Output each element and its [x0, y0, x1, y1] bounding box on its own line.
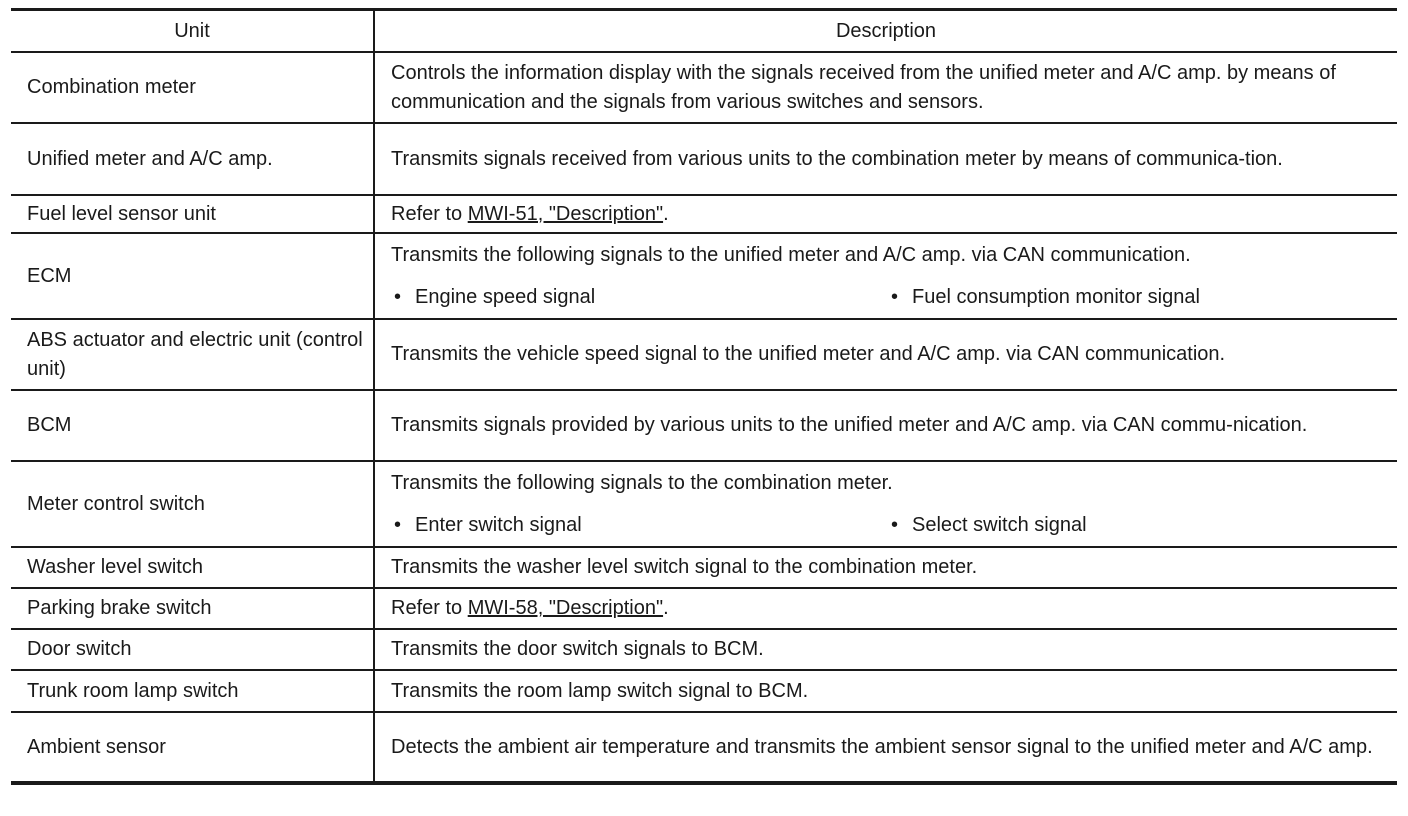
- unit-description-table: [11, 8, 1397, 785]
- bullet-list: [391, 511, 1385, 540]
- column-header-description: Description: [374, 10, 1397, 53]
- description-cell: Controls the information display with the signals received from the unified meter and A/C amp. by means of communication and the signals from various switches and sensors.: [374, 52, 1397, 123]
- description-cell: Transmits the washer level switch signal to the combination meter.: [374, 547, 1397, 588]
- unit-cell: Unified meter and A/C amp.: [11, 123, 374, 195]
- description-cell: Transmits signals received from various units to the combination meter by means of communica-tion.: [374, 123, 1397, 195]
- unit-cell: Ambient sensor: [11, 712, 374, 783]
- description-cell: Transmits the room lamp switch signal to BCM.: [374, 670, 1397, 712]
- bullet-item: [888, 283, 1385, 312]
- bullet-icon: •: [394, 513, 402, 536]
- bullet-item: [391, 283, 888, 312]
- unit-cell: Combination meter: [11, 52, 374, 123]
- reference-link-mwi-58[interactable]: MWI-58, "Description": [467, 597, 664, 619]
- description-cell: Transmits the door switch signals to BCM.: [374, 629, 1397, 670]
- reference-prefix: Refer to: [391, 597, 468, 619]
- table-row: [11, 547, 1397, 588]
- unit-cell: Parking brake switch: [11, 588, 374, 629]
- bullet-icon: •: [891, 513, 899, 536]
- description-text: Transmits the following signals to the unified meter and A/C amp. via CAN communication.: [391, 243, 1191, 266]
- table-header-row: [11, 10, 1397, 53]
- reference-prefix: Refer to: [391, 202, 468, 225]
- unit-cell: ABS actuator and electric unit (control unit): [11, 319, 374, 390]
- table-row: [11, 670, 1397, 712]
- bullet-text: Fuel consumption monitor signal: [912, 285, 1200, 308]
- bullet-icon: •: [891, 285, 899, 308]
- table-row: [11, 319, 1397, 390]
- bullet-text: Select switch signal: [912, 513, 1087, 536]
- bullet-text: Enter switch signal: [415, 513, 582, 536]
- table-row: [11, 390, 1397, 461]
- unit-cell: Trunk room lamp switch: [11, 670, 374, 712]
- reference-link-mwi-51[interactable]: MWI-51, "Description": [467, 202, 664, 225]
- column-header-unit: Unit: [11, 10, 374, 53]
- reference-suffix: .: [663, 202, 669, 225]
- bullet-icon: •: [394, 285, 402, 308]
- unit-cell: Door switch: [11, 629, 374, 670]
- unit-cell: BCM: [11, 390, 374, 461]
- table-row: [11, 712, 1397, 783]
- unit-cell: Meter control switch: [11, 461, 374, 547]
- table-row: [11, 233, 1397, 319]
- table-row: [11, 461, 1397, 547]
- description-cell: [374, 588, 1397, 629]
- bullet-list: [391, 283, 1385, 312]
- description-cell: Transmits signals provided by various units to the unified meter and A/C amp. via CAN commu-nication.: [374, 390, 1397, 461]
- description-cell: Detects the ambient air temperature and transmits the ambient sensor signal to the unified meter and A/C amp.: [374, 712, 1397, 783]
- unit-cell: ECM: [11, 233, 374, 319]
- table-row: [11, 588, 1397, 629]
- description-text: Transmits the following signals to the combination meter.: [391, 471, 893, 494]
- description-cell: [374, 461, 1397, 547]
- unit-cell: Washer level switch: [11, 547, 374, 588]
- description-cell: Transmits the vehicle speed signal to the unified meter and A/C amp. via CAN communication.: [374, 319, 1397, 390]
- description-cell: [374, 233, 1397, 319]
- description-cell: [374, 195, 1397, 233]
- bullet-item: [391, 511, 888, 540]
- table-row: [11, 123, 1397, 195]
- table-row: [11, 629, 1397, 670]
- reference-suffix: .: [663, 597, 669, 619]
- table-row: [11, 195, 1397, 233]
- bullet-item: [888, 511, 1385, 540]
- bullet-text: Engine speed signal: [415, 285, 596, 308]
- unit-cell: Fuel level sensor unit: [11, 195, 374, 233]
- table-row: [11, 52, 1397, 123]
